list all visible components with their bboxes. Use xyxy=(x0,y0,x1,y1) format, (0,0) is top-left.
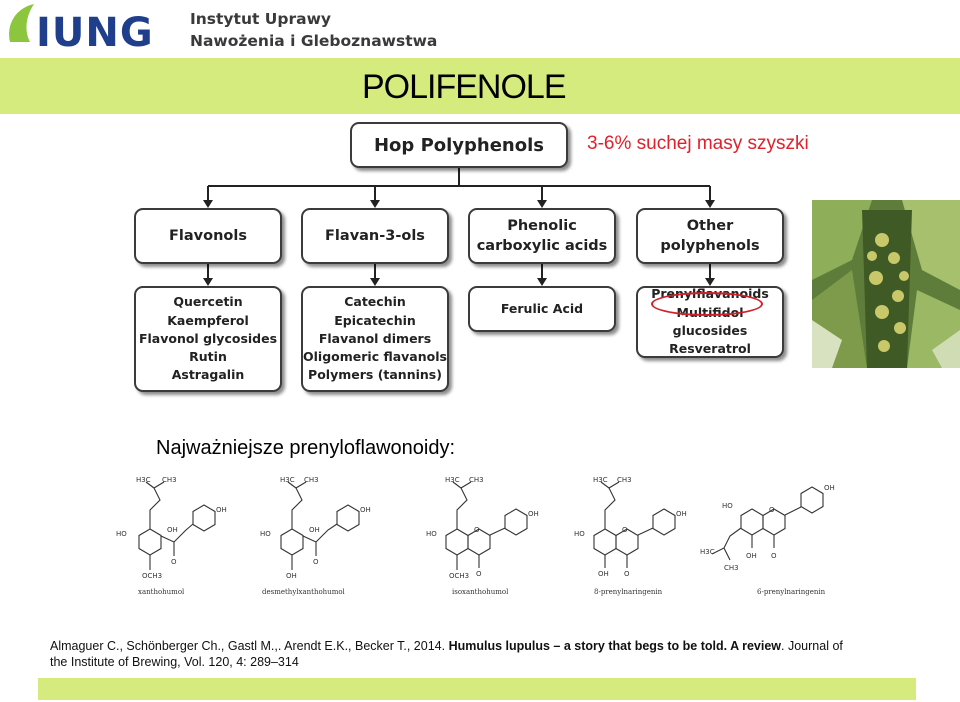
list-item: Flavanol dimers xyxy=(318,330,432,346)
list-item: Kaempferol xyxy=(167,312,249,328)
category-other-polyphenols xyxy=(636,208,784,264)
atom-label: OH xyxy=(309,526,320,534)
list-item: Quercetin xyxy=(173,294,243,310)
atom-label: OH xyxy=(216,506,227,514)
citation-journal: . Journal of xyxy=(781,639,843,653)
citation xyxy=(50,638,920,670)
atom-label: O xyxy=(476,570,482,578)
citation-authors: Almaguer C., Schönberger Ch., Gastl M.,. Arendt E.K., Becker T., 2014. xyxy=(50,639,446,653)
diagram-root-node xyxy=(350,122,568,168)
list-item-highlighted: Prenylflavanoids xyxy=(651,286,769,302)
atom-label: O xyxy=(622,526,628,534)
list-item: Flavonol glycosides xyxy=(138,330,278,346)
slide-title: POLIFENOLE xyxy=(362,68,566,106)
atom-label: OH xyxy=(824,484,835,492)
atom-label: OH xyxy=(286,572,297,580)
atom-label: HO xyxy=(574,530,585,538)
category-label-line-2: carboxylic acids xyxy=(476,238,608,254)
list-item: Multifidol glucosides xyxy=(672,304,748,338)
list-item: Polymers (tannins) xyxy=(308,367,442,383)
category-label: Flavonols xyxy=(169,228,247,244)
atom-label: O xyxy=(171,558,177,566)
atom-label: H3C xyxy=(445,476,460,484)
atom-label: OCH3 xyxy=(142,572,163,580)
atom-label: OH xyxy=(360,506,371,514)
list-item: Ferulic Acid xyxy=(500,300,584,316)
structure-desmethylxanthohumol xyxy=(281,482,359,570)
structure-name: desmethylxanthohumol xyxy=(262,588,345,596)
atom-label: O xyxy=(313,558,319,566)
category-label-line-2: polyphenols xyxy=(660,238,760,254)
atom-label: OH xyxy=(676,510,687,518)
structure-name: 8-prenylnaringenin xyxy=(594,588,663,596)
category-flavan-3-ols xyxy=(301,208,449,264)
category-label: Flavan-3-ols xyxy=(325,228,425,244)
logo-wordmark: IUNG xyxy=(36,10,154,54)
category-label-line-1: Other xyxy=(686,218,734,234)
structure-6-prenylnaringenin xyxy=(712,487,823,560)
structure-name: isoxanthohumol xyxy=(452,588,509,596)
atom-label: CH3 xyxy=(724,564,739,572)
subtitle: 3-6% suchej masy szyszki xyxy=(587,133,809,154)
structure-name: xanthohumol xyxy=(138,588,185,596)
institute-line-1: Instytut Uprawy xyxy=(190,10,331,28)
list-item: Oligomeric flavanols xyxy=(303,349,447,365)
atom-label: HO xyxy=(722,502,733,510)
atom-label: CH3 xyxy=(162,476,177,484)
list-item: Rutin xyxy=(189,349,227,365)
atom-label: OH xyxy=(167,526,178,534)
list-item: Astragalin xyxy=(171,367,245,383)
items-phenolic-acids xyxy=(468,286,616,332)
atom-label: H3C xyxy=(593,476,608,484)
list-item: Catechin xyxy=(344,294,406,310)
atom-label: OH xyxy=(746,552,757,560)
category-flavonols xyxy=(134,208,282,264)
citation-journal-details: the Institute of Brewing, Vol. 120, 4: 289–314 xyxy=(50,655,299,669)
atom-label: OH xyxy=(598,570,609,578)
atom-label: H3C xyxy=(700,548,715,556)
atom-label: HO xyxy=(116,530,127,538)
atom-label: H3C xyxy=(136,476,151,484)
atom-label: CH3 xyxy=(469,476,484,484)
citation-title: Humulus lupulus – a story that begs to be told. A review xyxy=(448,639,782,653)
atom-label: O xyxy=(769,506,775,514)
structure-isoxanthohumol xyxy=(446,482,527,570)
footer-band xyxy=(38,678,916,700)
atom-label: CH3 xyxy=(617,476,632,484)
items-flavan-3-ols xyxy=(301,286,449,392)
root-label: Hop Polyphenols xyxy=(373,134,544,156)
institute-line-2: Nawożenia i Gleboznawstwa xyxy=(190,32,438,50)
list-item: Epicatechin xyxy=(334,312,416,328)
atom-label: CH3 xyxy=(304,476,319,484)
highlight-oval xyxy=(651,292,763,316)
atom-label: HO xyxy=(260,530,271,538)
structure-8-prenylnaringenin xyxy=(594,482,675,568)
items-flavonols xyxy=(134,286,282,392)
atom-label: H3C xyxy=(280,476,295,484)
structure-name: 6-prenylnaringenin xyxy=(757,588,826,596)
atom-label: OH xyxy=(528,510,539,518)
atom-label: O xyxy=(771,552,777,560)
hop-cone-photo xyxy=(812,200,960,368)
atom-label: O xyxy=(474,526,480,534)
atom-label: O xyxy=(624,570,630,578)
category-phenolic-acids xyxy=(468,208,616,264)
section-heading: Najważniejsze prenyloflawonoidy: xyxy=(156,437,456,459)
atom-label: OCH3 xyxy=(449,572,470,580)
list-item: Resveratrol xyxy=(669,341,751,357)
prenylflavonoid-structures xyxy=(112,470,852,605)
category-label-line-1: Phenolic xyxy=(507,218,577,234)
atom-label: HO xyxy=(426,530,437,538)
